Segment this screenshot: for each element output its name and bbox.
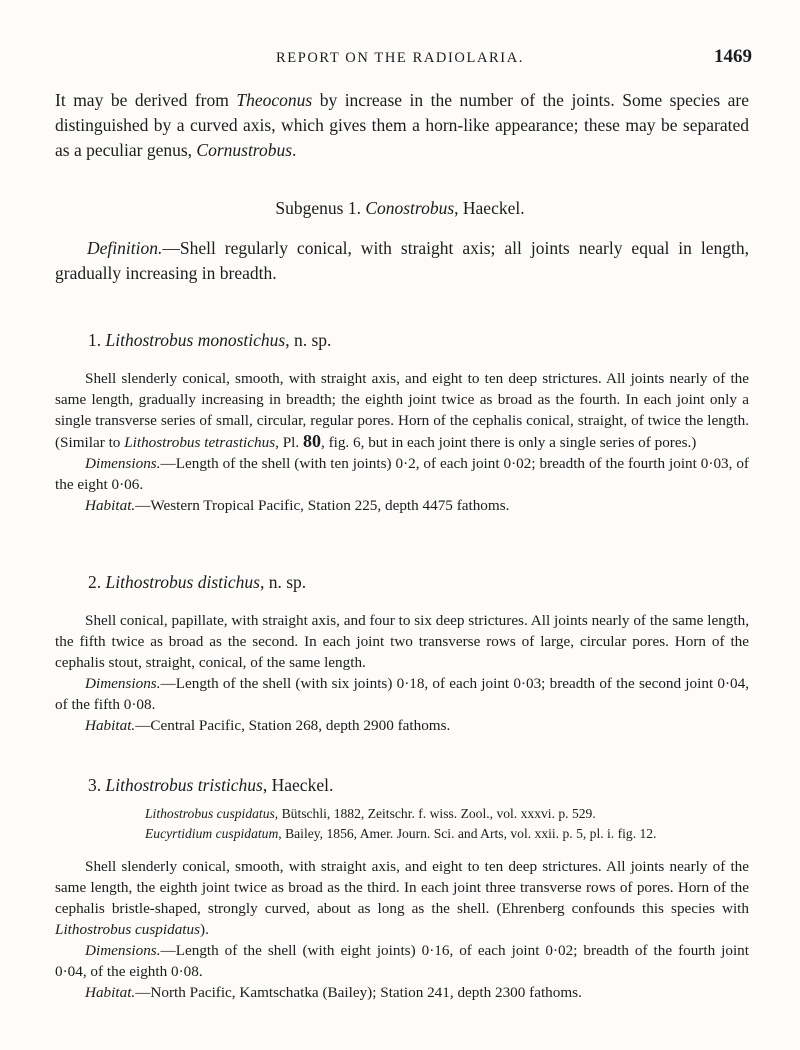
page-number: 1469 xyxy=(714,46,752,67)
synonym-entry xyxy=(145,804,657,824)
species-2-body xyxy=(55,610,749,736)
habitat-label: Habitat. xyxy=(85,984,136,1001)
subgenus-prefix: Subgenus 1. xyxy=(275,198,366,218)
species-3-dimensions xyxy=(55,940,749,982)
species-1-habitat xyxy=(55,495,749,516)
species-1-body xyxy=(55,368,749,516)
species-3-body xyxy=(55,856,749,1003)
species-name: Lithostrobus distichus xyxy=(105,572,260,592)
definition-label: Definition. xyxy=(87,238,163,258)
synonym-name: Eucyrtidium cuspidatum xyxy=(145,826,279,841)
synonymy-list xyxy=(145,804,657,844)
habitat-label: Habitat. xyxy=(85,717,136,734)
intro-paragraph xyxy=(55,88,749,163)
species-name: Lithostrobus tristichus xyxy=(105,775,263,795)
desc-text: , Pl. xyxy=(275,434,303,451)
desc-text: Shell slenderly conical, smooth, with straight axis, and eight to ten deep strictures. All joints nearly of the same length, gradually increasing in breadth; the eighth joint twice as broad as the fourth. In each joint only a single transverse series of small, circular, regular pores. Horn of the cephalis conical, straight, of twice the length. (Similar to xyxy=(55,370,749,451)
synonym-reference: , Bütschli, 1882, Zeitschr. f. wiss. Zool., vol. xxxvi. p. 529. xyxy=(274,806,596,821)
plate-number: 80 xyxy=(302,431,321,451)
subgenus-heading xyxy=(0,198,800,219)
species-number: 1. xyxy=(88,330,106,350)
running-title: REPORT ON THE RADIOLARIA. xyxy=(275,50,525,66)
species-3-habitat xyxy=(55,982,749,1003)
habitat-text: —North Pacific, Kamtschatka (Bailey); Station 241, depth 2300 fathoms. xyxy=(135,984,582,1001)
species-2-habitat xyxy=(55,715,749,736)
genus-theoconus: Theoconus xyxy=(236,90,313,110)
species-2-description: Shell conical, papillate, with straight axis, and four to six deep strictures. All joints nearly of the same length, the fifth twice as broad as the second. In each joint two transverse rows of large, circular pores. Horn of the cephalis stout, straight, conical, of the same length. xyxy=(55,612,749,671)
definition-paragraph xyxy=(55,236,749,286)
habitat-label: Habitat. xyxy=(85,497,136,514)
species-3-description xyxy=(55,856,749,940)
desc-text: ). xyxy=(200,921,209,938)
habitat-text: —Western Tropical Pacific, Station 225, depth 4475 fathoms. xyxy=(135,497,510,514)
desc-text: Shell slenderly conical, smooth, with straight axis, and eight to ten deep strictures. All joints nearly of the same length, the eighth joint twice as broad as the third. In each joint three transverse rows of pores. Horn of the cephalis bristle-shaped, strongly curved, about as long as the shell. (Ehrenberg confounds this species with xyxy=(55,858,749,917)
species-2-heading xyxy=(88,572,306,593)
page-header xyxy=(0,46,800,70)
species-number: 3. xyxy=(88,775,106,795)
dimensions-label: Dimensions. xyxy=(85,455,161,472)
intro-text-3: . xyxy=(292,140,297,160)
species-author: , n. sp. xyxy=(259,572,307,592)
species-1-description xyxy=(55,368,749,453)
intro-text-1: It may be derived from xyxy=(55,90,237,110)
species-author: , n. sp. xyxy=(285,330,332,350)
subgenus-author: , Haeckel. xyxy=(454,198,525,218)
species-1-dimensions xyxy=(55,453,749,495)
species-3-heading xyxy=(88,775,333,796)
genus-cornustrobus: Cornustrobus xyxy=(196,140,293,160)
dimensions-text: —Length of the shell (with eight joints) 0·16, of each joint 0·02; breadth of the fourth joint 0·04, of the eighth 0·08. xyxy=(55,942,749,980)
synonym-reference: , Bailey, 1856, Amer. Journ. Sci. and Arts, vol. xxii. p. 5, pl. i. fig. 12. xyxy=(278,826,657,841)
reference-species-name: Lithostrobus tetrastichus xyxy=(124,434,276,451)
reference-species-name: Lithostrobus cuspidatus xyxy=(55,921,201,938)
dimensions-text: —Length of the shell (with six joints) 0·18, of each joint 0·03; breadth of the second joint 0·04, of the fifth 0·08. xyxy=(55,675,749,713)
subgenus-name: Conostrobus xyxy=(365,198,455,218)
dimensions-label: Dimensions. xyxy=(85,942,161,959)
species-author: , Haeckel. xyxy=(262,775,334,795)
desc-text: , fig. 6, but in each joint there is only a single series of pores.) xyxy=(320,434,697,451)
species-name: Lithostrobus monostichus xyxy=(105,330,286,350)
species-1-heading xyxy=(88,330,331,351)
dimensions-text: —Length of the shell (with ten joints) 0·2, of each joint 0·02; breadth of the fourth joint 0·03, of the eight 0·06. xyxy=(55,455,749,493)
intro-text-2: by increase in the number of the joints. Some species are distinguished by a curved axis, which gives them a horn-like appearance; these may be separated as a peculiar genus, xyxy=(55,90,749,160)
species-2-dimensions xyxy=(55,673,749,715)
species-number: 2. xyxy=(88,572,106,592)
habitat-text: —Central Pacific, Station 268, depth 2900 fathoms. xyxy=(135,717,451,734)
synonym-name: Lithostrobus cuspidatus xyxy=(145,806,275,821)
definition-text: —Shell regularly conical, with straight axis; all joints nearly equal in length, gradually increasing in breadth. xyxy=(55,238,749,283)
dimensions-label: Dimensions. xyxy=(85,675,161,692)
synonym-entry xyxy=(145,824,657,844)
